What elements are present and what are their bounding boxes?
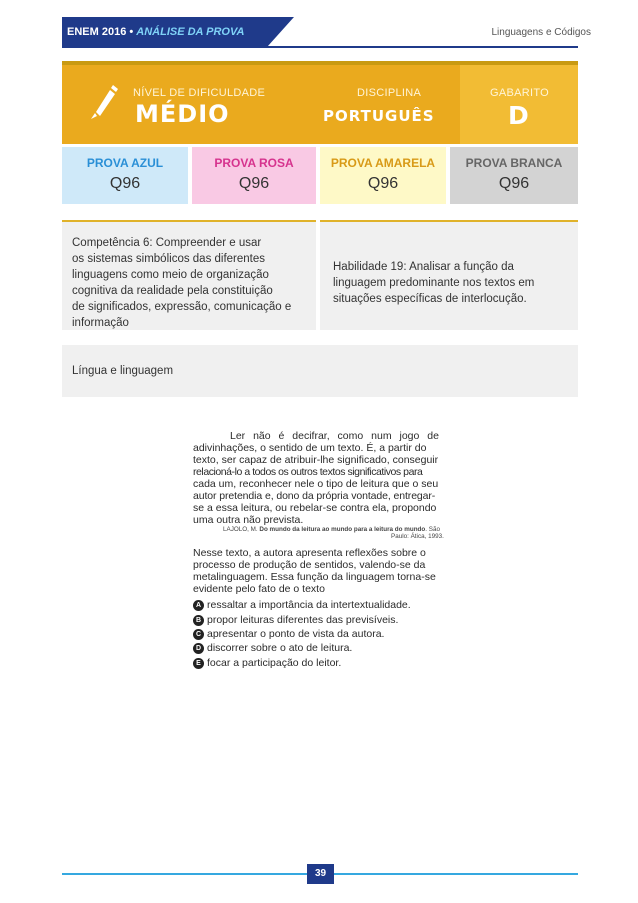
competencia-line: linguagens como meio de organização xyxy=(72,269,269,281)
prova-name: PROVA BRANCA xyxy=(465,156,563,170)
option-letter-badge: B xyxy=(193,615,204,626)
competencia-line: de significados, expressão, comunicação e xyxy=(72,301,292,313)
text-line: cada um, reconhecer nele o tipo de leitura que o seu xyxy=(193,478,439,490)
habilidade-line: Habilidade 19: Analisar a função da xyxy=(333,261,514,273)
exam-name: ENEM 2016 xyxy=(67,26,127,38)
header-title xyxy=(67,26,244,38)
competencia-line: Competência 6: Compreender e usar xyxy=(72,237,262,249)
option-text: apresentar o ponto de vista da autora. xyxy=(207,628,385,640)
exam-subtitle: ANÁLISE DA PROVA xyxy=(136,26,245,38)
prompt-line: evidente pelo fato de o texto xyxy=(193,583,325,595)
source-title: Do mundo da leitura ao mundo para a leitura do mundo xyxy=(259,526,426,533)
option-letter-badge: A xyxy=(193,600,204,611)
title-separator: • xyxy=(126,26,137,38)
prova-question: Q96 xyxy=(498,175,530,192)
option-letter-badge: C xyxy=(193,629,204,640)
habilidade-box xyxy=(320,222,578,330)
text-line: relacioná-lo a todos os outros textos significativos para xyxy=(193,466,423,478)
option-letter-badge: E xyxy=(193,658,204,669)
source-rest: . São xyxy=(425,526,440,533)
prova-name: PROVA AZUL xyxy=(86,156,164,170)
option-text: discorrer sobre o ato de leitura. xyxy=(207,642,353,654)
competencia-line: cognitiva da realidade pela constituição xyxy=(72,285,273,297)
text-line: texto, ser capaz de atribuir-lhe significado, conseguir xyxy=(193,454,439,466)
prova-azul-box xyxy=(62,147,188,204)
option-b xyxy=(193,614,398,626)
prompt-line: processo de produção de sentidos, valendo-se da xyxy=(193,559,426,571)
prova-name: PROVA ROSA xyxy=(214,156,294,170)
habilidade-line: linguagem predominante nos textos em xyxy=(333,277,535,289)
option-text: focar a participação do leitor. xyxy=(207,657,342,669)
option-text: ressaltar a importância da intertextualidade. xyxy=(207,599,411,611)
option-e xyxy=(193,657,341,669)
option-d xyxy=(193,642,352,654)
text-line: autor pretendia e, dono da própria vontade, entregar- xyxy=(193,490,436,502)
option-letter-badge: D xyxy=(193,643,204,654)
option-c xyxy=(193,628,384,640)
option-a xyxy=(193,599,411,611)
competencia-box xyxy=(62,222,316,330)
tema-box xyxy=(62,345,578,397)
discipline-value: PORTUGUÊS xyxy=(323,107,435,125)
prompt-line: Nesse texto, a autora apresenta reflexões sobre o xyxy=(193,547,426,559)
prova-question: Q96 xyxy=(109,175,141,192)
competencia-line: informação xyxy=(72,317,129,329)
competencia-line: os sistemas simbólicos das diferentes xyxy=(72,253,266,265)
prova-name: PROVA AMARELA xyxy=(330,156,436,170)
answer-label: GABARITO xyxy=(490,87,550,99)
prova-rosa-box xyxy=(192,147,316,204)
text-line xyxy=(230,430,447,442)
difficulty-label: NÍVEL DE DIFICULDADE xyxy=(133,87,266,99)
text-line-content: Ler não é decifrar, como num jogo de xyxy=(230,430,439,442)
text-line: se a essa leitura, ou rebelar-se contra ela, propondo xyxy=(193,502,437,514)
answer-value: D xyxy=(508,101,529,130)
section-name: Linguagens e Códigos xyxy=(491,27,591,38)
prova-question: Q96 xyxy=(238,175,270,192)
habilidade-line: situações específicas de interlocução. xyxy=(333,293,527,305)
pencil-icon xyxy=(86,83,118,121)
prova-branca-box xyxy=(450,147,578,204)
text-line: uma outra não prevista. xyxy=(193,514,304,526)
discipline-label: DISCIPLINA xyxy=(357,87,422,99)
source-citation xyxy=(223,526,440,533)
source-author: LAJOLO, M. xyxy=(223,526,260,533)
difficulty-value: MÉDIO xyxy=(135,100,230,128)
prompt-line: metalinguagem. Essa função da linguagem torna-se xyxy=(193,571,436,583)
page-number: 39 xyxy=(307,864,334,884)
source-citation-line2: Paulo: Ática, 1993. xyxy=(391,533,444,540)
text-line: adivinhações, o sentido de um texto. É, a partir do xyxy=(193,442,427,454)
prova-question: Q96 xyxy=(367,175,399,192)
option-text: propor leituras diferentes das previsíveis. xyxy=(207,614,399,626)
tema-label: Língua e linguagem xyxy=(72,365,174,377)
prova-amarela-box xyxy=(320,147,446,204)
